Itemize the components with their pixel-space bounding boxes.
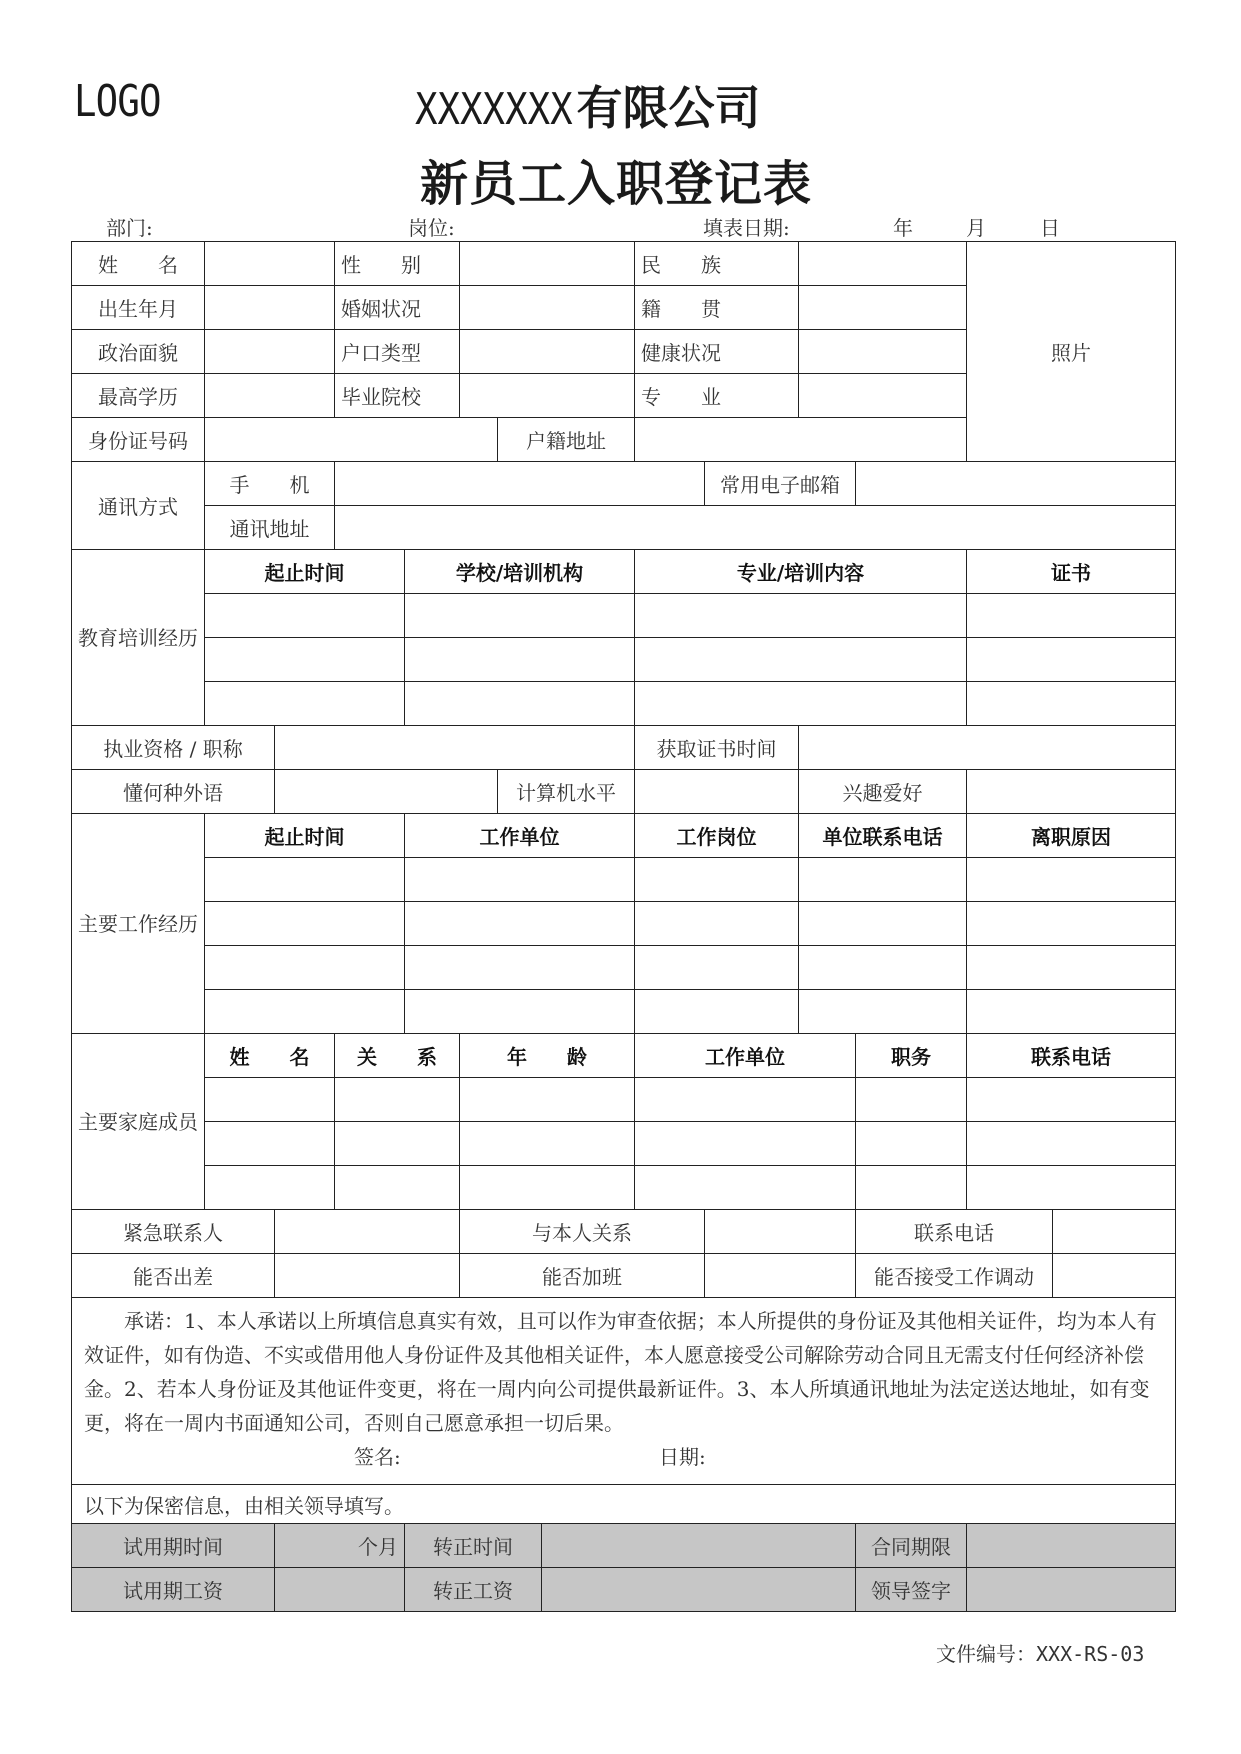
political-field[interactable] — [205, 330, 335, 374]
family-header-age: 年 龄 — [460, 1034, 635, 1078]
family-header-name: 姓 名 — [205, 1034, 335, 1078]
family-header-duty: 职务 — [856, 1034, 967, 1078]
work-period-field[interactable] — [205, 858, 405, 902]
gender-label: 性 别 — [335, 242, 460, 286]
work-position-field[interactable] — [635, 990, 799, 1034]
edu-school-field[interactable] — [405, 638, 635, 682]
work-reason-field[interactable] — [967, 858, 1176, 902]
probation-period-label: 试用期时间 — [72, 1524, 275, 1568]
department-label: 部门: — [106, 216, 153, 240]
family-phone-field[interactable] — [967, 1078, 1176, 1122]
emergency-contact-label: 紧急联系人 — [72, 1210, 275, 1254]
work-reason-field[interactable] — [967, 990, 1176, 1034]
education-section-label: 教育培训经历 — [72, 550, 205, 726]
table-row — [72, 638, 1176, 682]
major-field[interactable] — [799, 374, 967, 418]
edu-period-field[interactable] — [205, 594, 405, 638]
work-reason-field[interactable] — [967, 902, 1176, 946]
table-row — [72, 1166, 1176, 1210]
hobby-field[interactable] — [967, 770, 1176, 814]
work-position-field[interactable] — [635, 946, 799, 990]
political-label: 政治面貌 — [72, 330, 205, 374]
native-label: 籍 贯 — [635, 286, 799, 330]
photo-label: 照片 — [1051, 341, 1092, 365]
sign-date-label: 日期: — [659, 1445, 706, 1469]
address-field[interactable] — [335, 506, 1176, 550]
business-travel-field[interactable] — [275, 1254, 460, 1298]
health-field[interactable] — [799, 330, 967, 374]
probation-salary-label: 试用期工资 — [72, 1568, 275, 1612]
edu-major-field[interactable] — [635, 594, 967, 638]
family-relation-field[interactable] — [335, 1122, 460, 1166]
emergency-phone-field[interactable] — [1053, 1210, 1176, 1254]
work-phone-field[interactable] — [799, 990, 967, 1034]
work-phone-field[interactable] — [799, 902, 967, 946]
table-row — [72, 682, 1176, 726]
computer-field[interactable] — [635, 770, 799, 814]
hukou-address-field[interactable] — [635, 418, 967, 462]
ethnic-label: 民 族 — [635, 242, 799, 286]
contract-term-label: 合同期限 — [856, 1524, 967, 1568]
marriage-label: 婚姻状况 — [335, 286, 460, 330]
table-row — [72, 594, 1176, 638]
family-age-field[interactable] — [460, 1078, 635, 1122]
file-number — [936, 1638, 1144, 1667]
probation-salary-field[interactable] — [275, 1568, 405, 1612]
mobile-label: 手 机 — [205, 462, 335, 506]
table-row — [72, 858, 1176, 902]
emergency-relation-field[interactable] — [705, 1210, 856, 1254]
signature-row — [84, 1440, 1163, 1476]
table-row — [72, 990, 1176, 1034]
edu-major-field[interactable] — [635, 638, 967, 682]
transfer-label: 能否接受工作调动 — [856, 1254, 1053, 1298]
work-header-employer: 工作单位 — [405, 814, 635, 858]
family-employer-field[interactable] — [635, 1122, 856, 1166]
family-employer-field[interactable] — [635, 1078, 856, 1122]
ethnic-field[interactable] — [799, 242, 967, 286]
form-title: 新员工入职登记表 — [420, 156, 813, 212]
edu-period-field[interactable] — [205, 638, 405, 682]
work-phone-field[interactable] — [799, 858, 967, 902]
emergency-contact-field[interactable] — [275, 1210, 460, 1254]
family-name-field[interactable] — [205, 1122, 335, 1166]
work-period-field[interactable] — [205, 902, 405, 946]
file-number-label: 文件编号： — [936, 1642, 1036, 1666]
language-field[interactable] — [275, 770, 498, 814]
logo: LOGO — [74, 76, 161, 127]
regular-time-label: 转正时间 — [405, 1524, 542, 1568]
health-label: 健康状况 — [635, 330, 799, 374]
family-phone-field[interactable] — [967, 1166, 1176, 1210]
family-relation-field[interactable] — [335, 1166, 460, 1210]
work-employer-field[interactable] — [405, 946, 635, 990]
edu-header-certificate: 证书 — [967, 550, 1176, 594]
registration-form — [71, 241, 1176, 1612]
regular-salary-field[interactable] — [542, 1568, 856, 1612]
family-header-phone: 联系电话 — [967, 1034, 1176, 1078]
family-header-relation: 关 系 — [335, 1034, 460, 1078]
family-phone-field[interactable] — [967, 1122, 1176, 1166]
major-label: 专 业 — [635, 374, 799, 418]
language-label: 懂何种外语 — [72, 770, 275, 814]
family-header-employer: 工作单位 — [635, 1034, 856, 1078]
id-number-label: 身份证号码 — [72, 418, 205, 462]
work-period-field[interactable] — [205, 990, 405, 1034]
cert-time-field[interactable] — [799, 726, 1176, 770]
edu-period-field[interactable] — [205, 682, 405, 726]
family-section-label: 主要家庭成员 — [72, 1034, 205, 1210]
work-position-field[interactable] — [635, 902, 799, 946]
birth-field[interactable] — [205, 286, 335, 330]
work-header-leave-reason: 离职原因 — [967, 814, 1176, 858]
family-duty-field[interactable] — [856, 1166, 967, 1210]
overtime-field[interactable] — [705, 1254, 856, 1298]
work-section-label: 主要工作经历 — [72, 814, 205, 1034]
hukou-type-field[interactable] — [460, 330, 635, 374]
company-suffix: 有限公司 — [576, 81, 761, 135]
family-age-field[interactable] — [460, 1122, 635, 1166]
months-unit: 个月 — [358, 1535, 398, 1559]
cert-time-label: 获取证书时间 — [635, 726, 799, 770]
edu-certificate-field[interactable] — [967, 682, 1176, 726]
work-phone-field[interactable] — [799, 946, 967, 990]
edu-certificate-field[interactable] — [967, 638, 1176, 682]
education-label: 最高学历 — [72, 374, 205, 418]
edu-school-field[interactable] — [405, 682, 635, 726]
family-age-field[interactable] — [460, 1166, 635, 1210]
hobby-label: 兴趣爱好 — [799, 770, 967, 814]
edu-certificate-field[interactable] — [967, 594, 1176, 638]
work-header-period: 起止时间 — [205, 814, 405, 858]
table-row — [72, 902, 1176, 946]
transfer-field[interactable] — [1053, 1254, 1176, 1298]
school-label: 毕业院校 — [335, 374, 460, 418]
work-header-phone: 单位联系电话 — [799, 814, 967, 858]
work-employer-field[interactable] — [405, 990, 635, 1034]
overtime-label: 能否加班 — [460, 1254, 705, 1298]
table-row — [72, 1122, 1176, 1166]
table-row — [72, 1078, 1176, 1122]
family-name-field[interactable] — [205, 1078, 335, 1122]
signature-label: 签名: — [354, 1445, 401, 1469]
computer-label: 计算机水平 — [498, 770, 635, 814]
photo-box[interactable] — [967, 242, 1176, 462]
family-relation-field[interactable] — [335, 1078, 460, 1122]
education-field[interactable] — [205, 374, 335, 418]
leader-sign-label: 领导签字 — [856, 1568, 967, 1612]
email-label: 常用电子邮箱 — [705, 462, 856, 506]
file-number-code: XXX-RS-03 — [1036, 1642, 1145, 1666]
contact-label: 通讯方式 — [72, 462, 205, 550]
work-position-field[interactable] — [635, 858, 799, 902]
emergency-relation-label: 与本人关系 — [460, 1210, 705, 1254]
contract-term-field[interactable] — [967, 1524, 1176, 1568]
professional-title-label: 执业资格 / 职称 — [72, 726, 275, 770]
confidential-note: 以下为保密信息，由相关领导填写。 — [72, 1485, 1176, 1524]
family-name-field[interactable] — [205, 1166, 335, 1210]
family-employer-field[interactable] — [635, 1166, 856, 1210]
email-field[interactable] — [856, 462, 1176, 506]
work-header-position: 工作岗位 — [635, 814, 799, 858]
edu-header-school: 学校/培训机构 — [405, 550, 635, 594]
company-placeholder: XXXXXXX — [415, 84, 573, 135]
promise-block — [72, 1298, 1176, 1485]
edu-major-field[interactable] — [635, 682, 967, 726]
fill-date-label: 填表日期: — [703, 216, 790, 240]
business-travel-label: 能否出差 — [72, 1254, 275, 1298]
professional-title-field[interactable] — [275, 726, 635, 770]
edu-header-period: 起止时间 — [205, 550, 405, 594]
address-label: 通讯地址 — [205, 506, 335, 550]
work-employer-field[interactable] — [405, 858, 635, 902]
family-duty-field[interactable] — [856, 1078, 967, 1122]
name-field[interactable] — [205, 242, 335, 286]
company-name — [415, 72, 760, 138]
work-employer-field[interactable] — [405, 902, 635, 946]
hukou-type-label: 户口类型 — [335, 330, 460, 374]
birth-label: 出生年月 — [72, 286, 205, 330]
mobile-field[interactable] — [335, 462, 705, 506]
name-label: 姓 名 — [72, 242, 205, 286]
work-reason-field[interactable] — [967, 946, 1176, 990]
table-row — [72, 946, 1176, 990]
position-label: 岗位: — [408, 216, 455, 240]
family-duty-field[interactable] — [856, 1122, 967, 1166]
edu-header-major: 专业/培训内容 — [635, 550, 967, 594]
month-label: 月 — [966, 216, 986, 240]
emergency-phone-label: 联系电话 — [856, 1210, 1053, 1254]
school-field[interactable] — [460, 374, 635, 418]
gender-field[interactable] — [460, 242, 635, 286]
native-field[interactable] — [799, 286, 967, 330]
edu-school-field[interactable] — [405, 594, 635, 638]
work-period-field[interactable] — [205, 946, 405, 990]
promise-text: 承诺：1、本人承诺以上所填信息真实有效，且可以作为审查依据；本人所提供的身份证及其他相关证件，均为本人有效证件，如有伪造、不实或借用他人身份证件及其他相关证件，本人愿意接受公司解除劳动合同且无需支付任何经济补偿金。2、若本人身份证及其他证件变更，将在一周内向公司提供最新证件。3、本人所填通讯地址为法定送达地址，如有变更，将在一周内书面通知公司，否则自己愿意承担一切后果。 — [84, 1309, 1157, 1435]
regular-salary-label: 转正工资 — [405, 1568, 542, 1612]
marriage-field[interactable] — [460, 286, 635, 330]
leader-sign-field[interactable] — [967, 1568, 1176, 1612]
regular-time-field[interactable] — [542, 1524, 856, 1568]
hukou-address-label: 户籍地址 — [498, 418, 635, 462]
probation-period-field[interactable] — [275, 1524, 405, 1568]
year-label: 年 — [893, 216, 913, 240]
day-label: 日 — [1040, 216, 1060, 240]
id-number-field[interactable] — [205, 418, 498, 462]
